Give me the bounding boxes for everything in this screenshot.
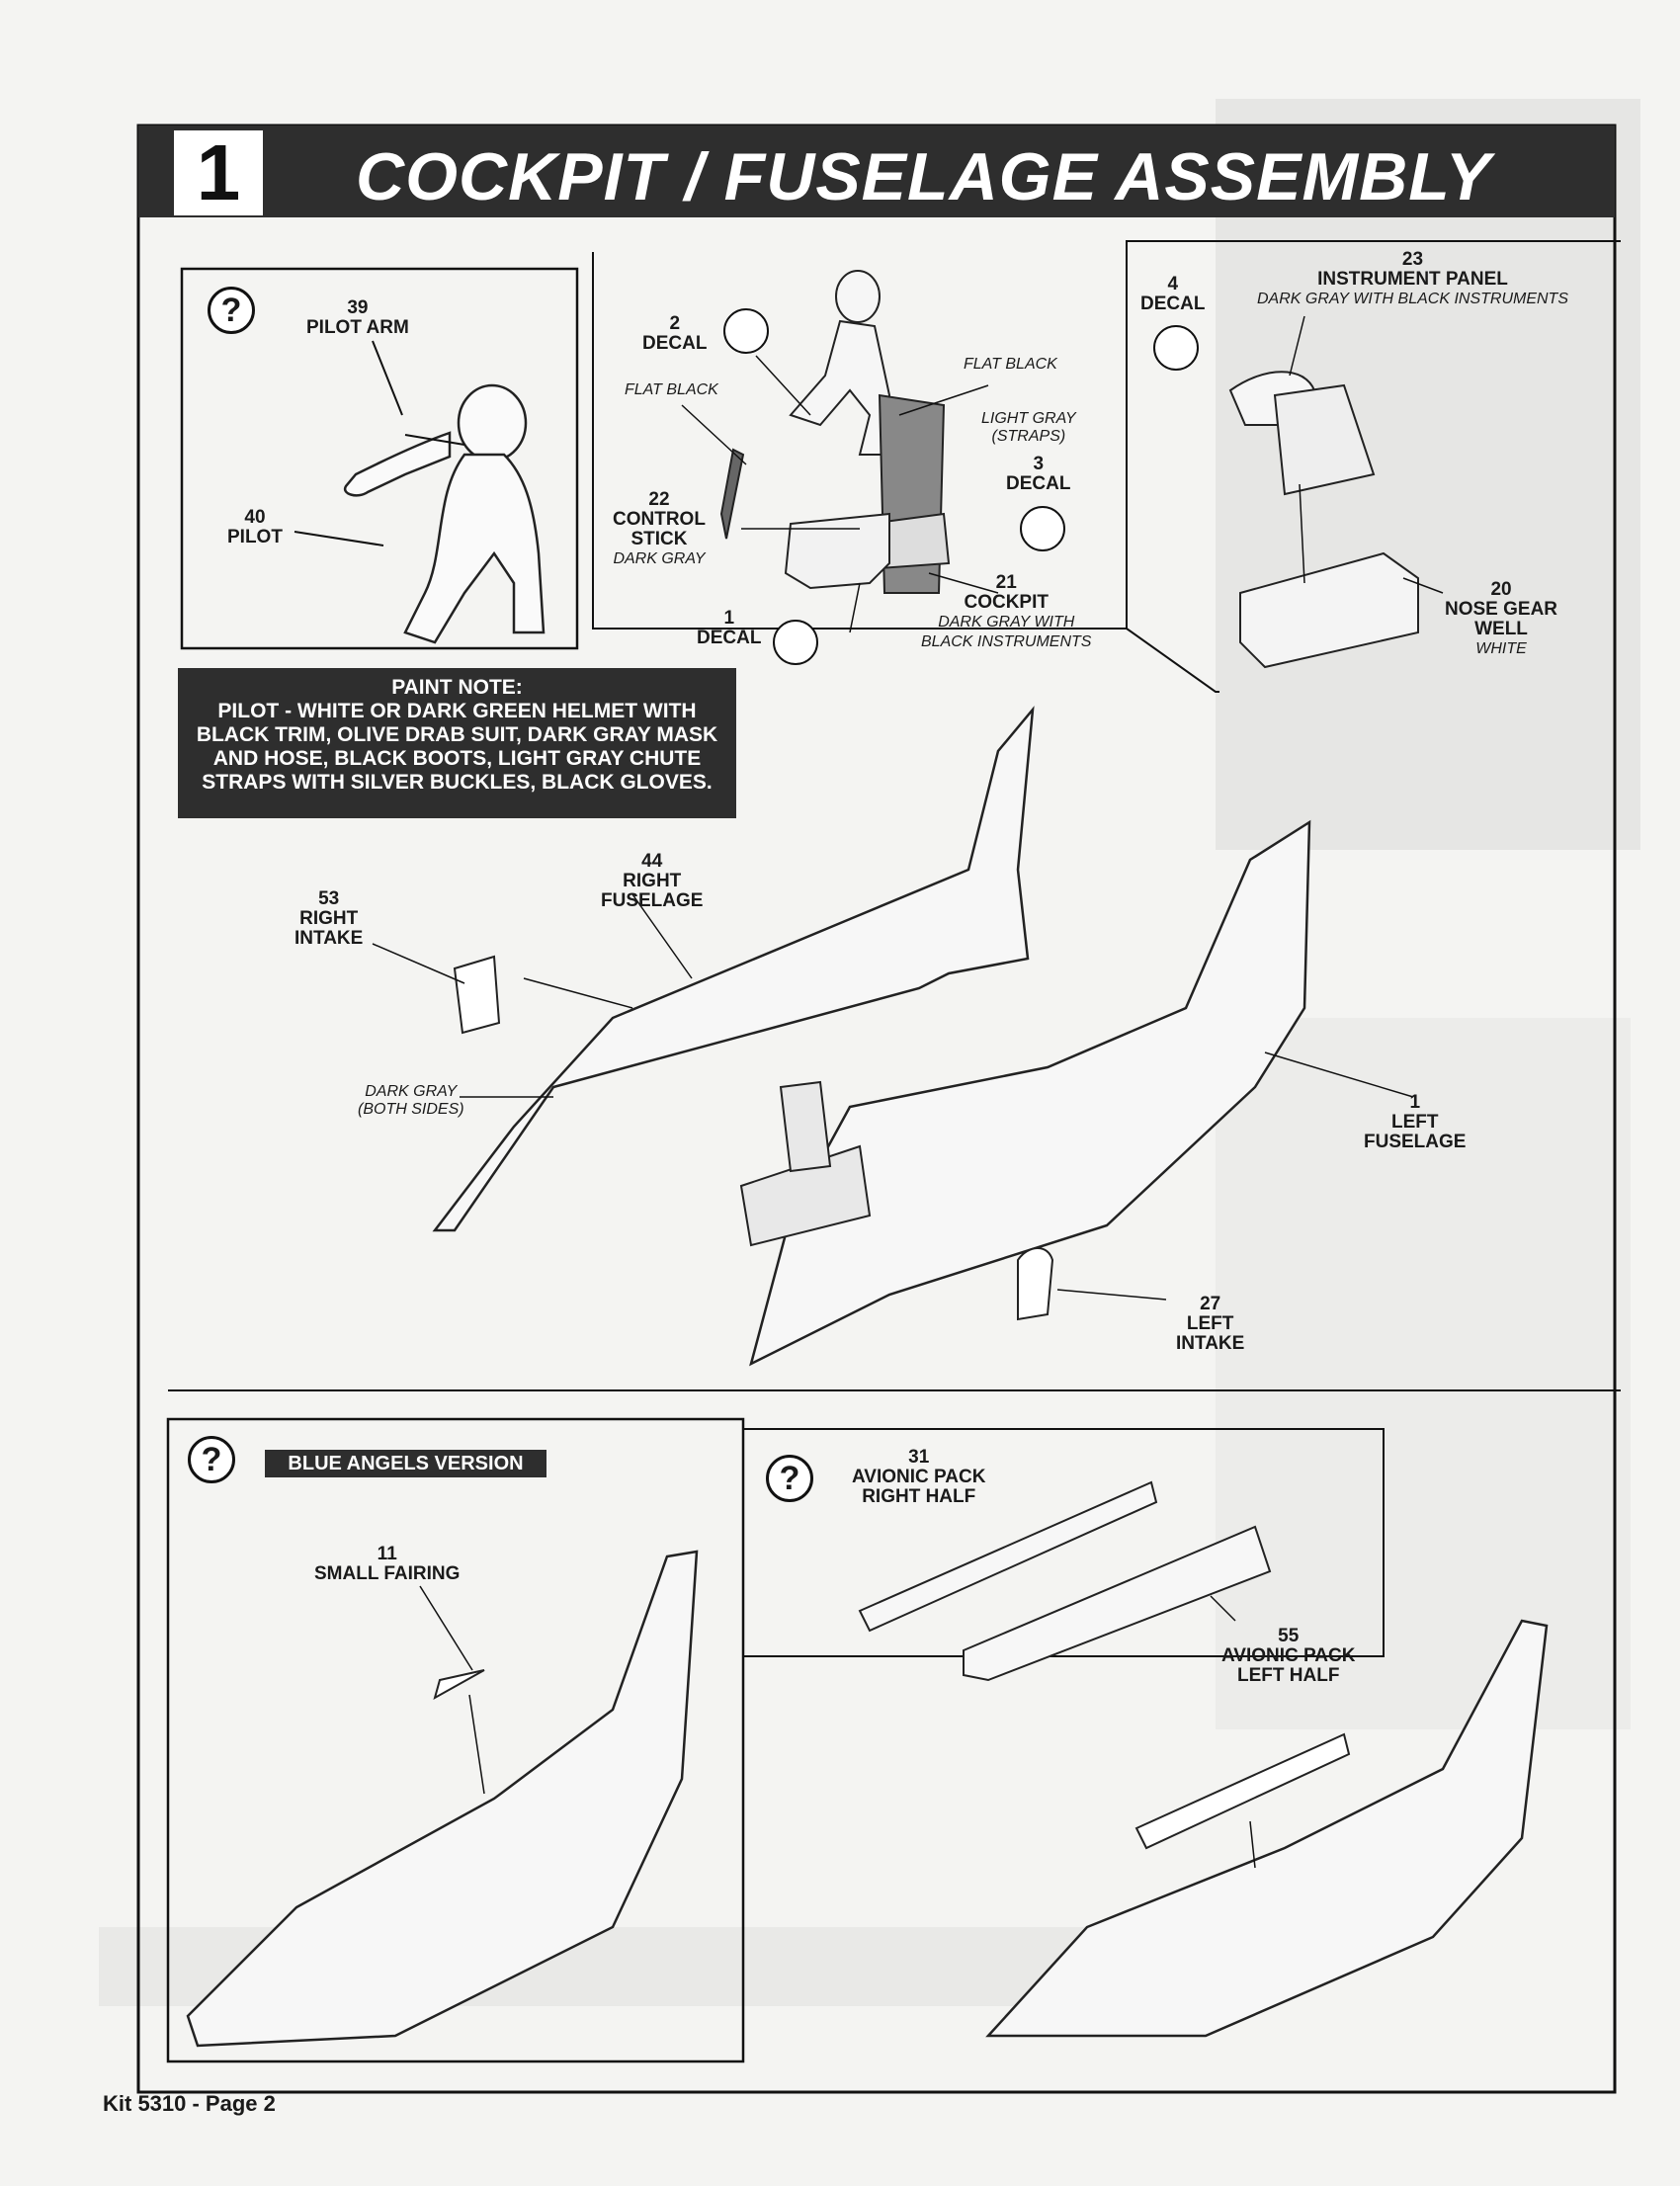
label-left-intake: 27 LEFT INTAKE (1176, 1294, 1245, 1354)
seated-pilot (791, 271, 889, 455)
label-nose-gear-well: 20 NOSE GEAR WELL WHITE (1445, 579, 1558, 657)
label-pilot-arm: 39 PILOT ARM (306, 297, 409, 338)
blue-angels-tag: BLUE ANGELS VERSION (265, 1450, 546, 1477)
label-left-fuselage: 1 LEFT FUSELAGE (1364, 1092, 1467, 1152)
label-dark-gray: DARK GRAY (BOTH SIDES) (358, 1083, 464, 1118)
label-control-stick: 22 CONTROL STICK DARK GRAY (613, 489, 706, 567)
label-avionic-left: 55 AVIONIC PACK LEFT HALF (1221, 1626, 1356, 1686)
decal-1-icon (774, 621, 817, 664)
label-decal-4: 4 DECAL (1140, 274, 1206, 314)
label-right-fuselage: 44 RIGHT FUSELAGE (601, 851, 704, 911)
decal-3-icon (1021, 507, 1064, 550)
paint-note-line: PILOT - WHITE OR DARK GREEN HELMET WITH (217, 700, 697, 722)
section-title: COCKPIT / FUSELAGE ASSEMBLY (356, 139, 1492, 214)
right-intake-part (455, 957, 499, 1033)
label-light-gray: LIGHT GRAY (STRAPS) (981, 410, 1076, 445)
pilot-figure (345, 385, 544, 642)
blue-angels-aircraft (188, 1552, 697, 2046)
label-decal-3: 3 DECAL (1006, 454, 1071, 494)
label-decal-1: 1 DECAL (697, 608, 762, 648)
label-decal-2: 2 DECAL (642, 313, 708, 354)
paint-note-line: AND HOSE, BLACK BOOTS, LIGHT GRAY CHUTE (212, 747, 702, 770)
decal-4-icon (1154, 326, 1198, 370)
label-flat-black-right: FLAT BLACK (964, 356, 1057, 373)
label-small-fairing: 11 SMALL FAIRING (314, 1544, 461, 1584)
label-instrument-panel: 23 INSTRUMENT PANEL DARK GRAY WITH BLACK INSTRUMENTS (1257, 249, 1568, 307)
paint-note-title: PAINT NOTE: (391, 676, 523, 699)
question-icon: ? (188, 1436, 235, 1483)
paint-note-line: BLACK TRIM, OLIVE DRAB SUIT, DARK GRAY MASK (196, 723, 718, 746)
decal-2-icon (724, 309, 768, 353)
small-fairing-part (435, 1670, 484, 1698)
question-icon: ? (208, 287, 255, 334)
label-right-intake: 53 RIGHT INTAKE (294, 888, 364, 949)
label-cockpit: 21 COCKPIT DARK GRAY WITH BLACK INSTRUMENTS (921, 572, 1092, 650)
control-stick (721, 450, 743, 539)
label-avionic-right: 31 AVIONIC PACK RIGHT HALF (852, 1447, 986, 1507)
label-flat-black-left: FLAT BLACK (625, 381, 718, 398)
nose-gear-well (1240, 553, 1418, 667)
question-icon: ? (766, 1455, 813, 1502)
label-pilot: 40 PILOT (227, 507, 283, 547)
cockpit-assembled (1275, 385, 1374, 494)
left-intake-part (1018, 1248, 1052, 1319)
page-footer: Kit 5310 - Page 2 (103, 2091, 276, 2116)
paint-note-line: STRAPS WITH SILVER BUCKLES, BLACK GLOVES. (202, 771, 713, 794)
paint-note (178, 668, 736, 818)
step-number: 1 (174, 130, 263, 215)
cockpit-tub (786, 514, 889, 588)
